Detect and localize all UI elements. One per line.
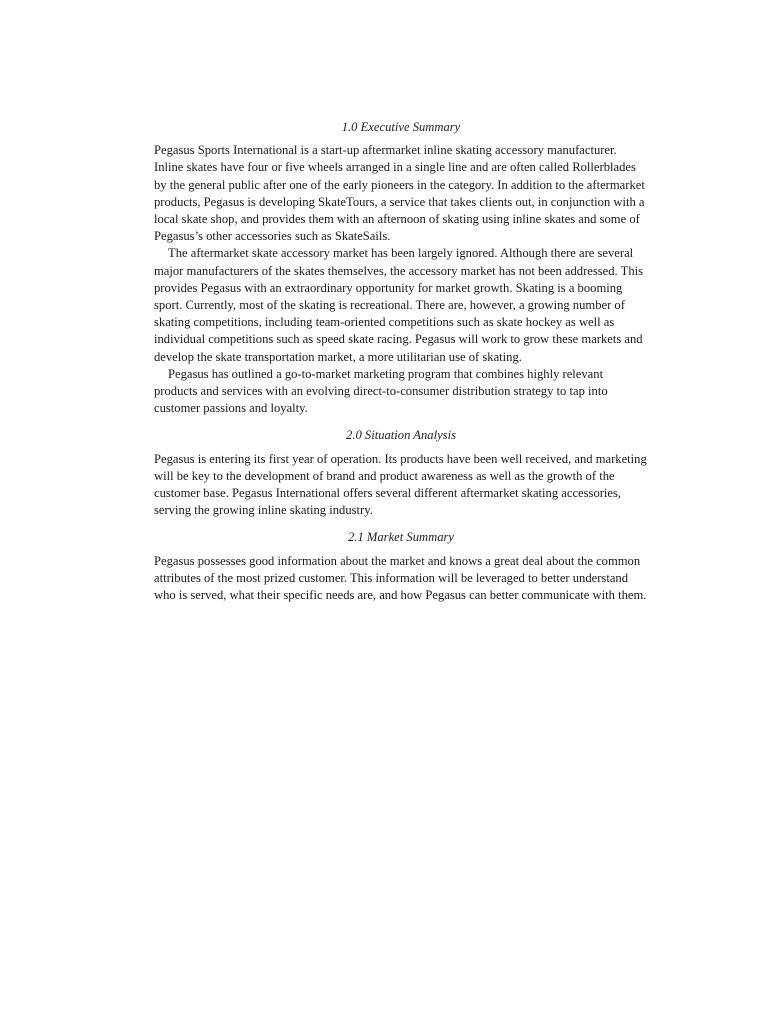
- paragraph: The aftermarket skate accessory market has been largely ignored. Although there are several major manufacturers of the skates themselves, the accessory market has not been addressed. This provides Pegasus with an extraordinary opportunity for market growth. Skating is a booming sport. Currently, most of the skating is recreational. There are, however, a growing number of skating competitions, including team-oriented competitions such as skate hockey as well as individual competitions such as speed skate racing. Pegasus will work to grow these markets and develop the skate transportation market, a more utilitarian use of skating.: [154, 246, 644, 364]
- paragraph: Pegasus has outlined a go-to-market marketing program that combines highly relevant products and services with an evolving direct-to-consumer distribution strategy to tap into customer passions and loyalty.: [154, 366, 608, 416]
- section-heading: 2.0 Situation Analysis: [346, 428, 456, 443]
- section-executive-summary: [154, 119, 648, 417]
- section-market-summary: [154, 529, 648, 604]
- section-situation-analysis: [154, 427, 648, 519]
- section-heading: 2.1 Market Summary: [348, 530, 454, 545]
- paragraph: Pegasus Sports International is a start-up aftermarket inline skating accessory manufacturer. Inline skates have four or five wheels arranged in a single line and are often called Rollerblades by the general public after one of the early pioneers in the category. In addition to the aftermarket products, Pegasus is developing SkateTours, a service that takes clients out, in conjunction with a local skate shop, and provides them with an afternoon of skating using inline skates and some of Pegasus’s other accessories such as SkateSails.: [154, 143, 645, 244]
- paragraph: Pegasus possesses good information about the market and knows a great deal about the common attributes of the most prized customer. This information will be leveraged to better understand who is served, what their specific needs are, and how Pegasus can better communicate with them.: [154, 553, 647, 603]
- paragraph: Pegasus is entering its first year of operation. Its products have been well received, and marketing will be key to the development of brand and product awareness as well as the growth of the customer base. Pegasus International offers several different aftermarket skating accessories, serving the growing inline skating industry.: [154, 451, 647, 518]
- document-body: [154, 119, 648, 614]
- section-heading: 1.0 Executive Summary: [341, 120, 461, 134]
